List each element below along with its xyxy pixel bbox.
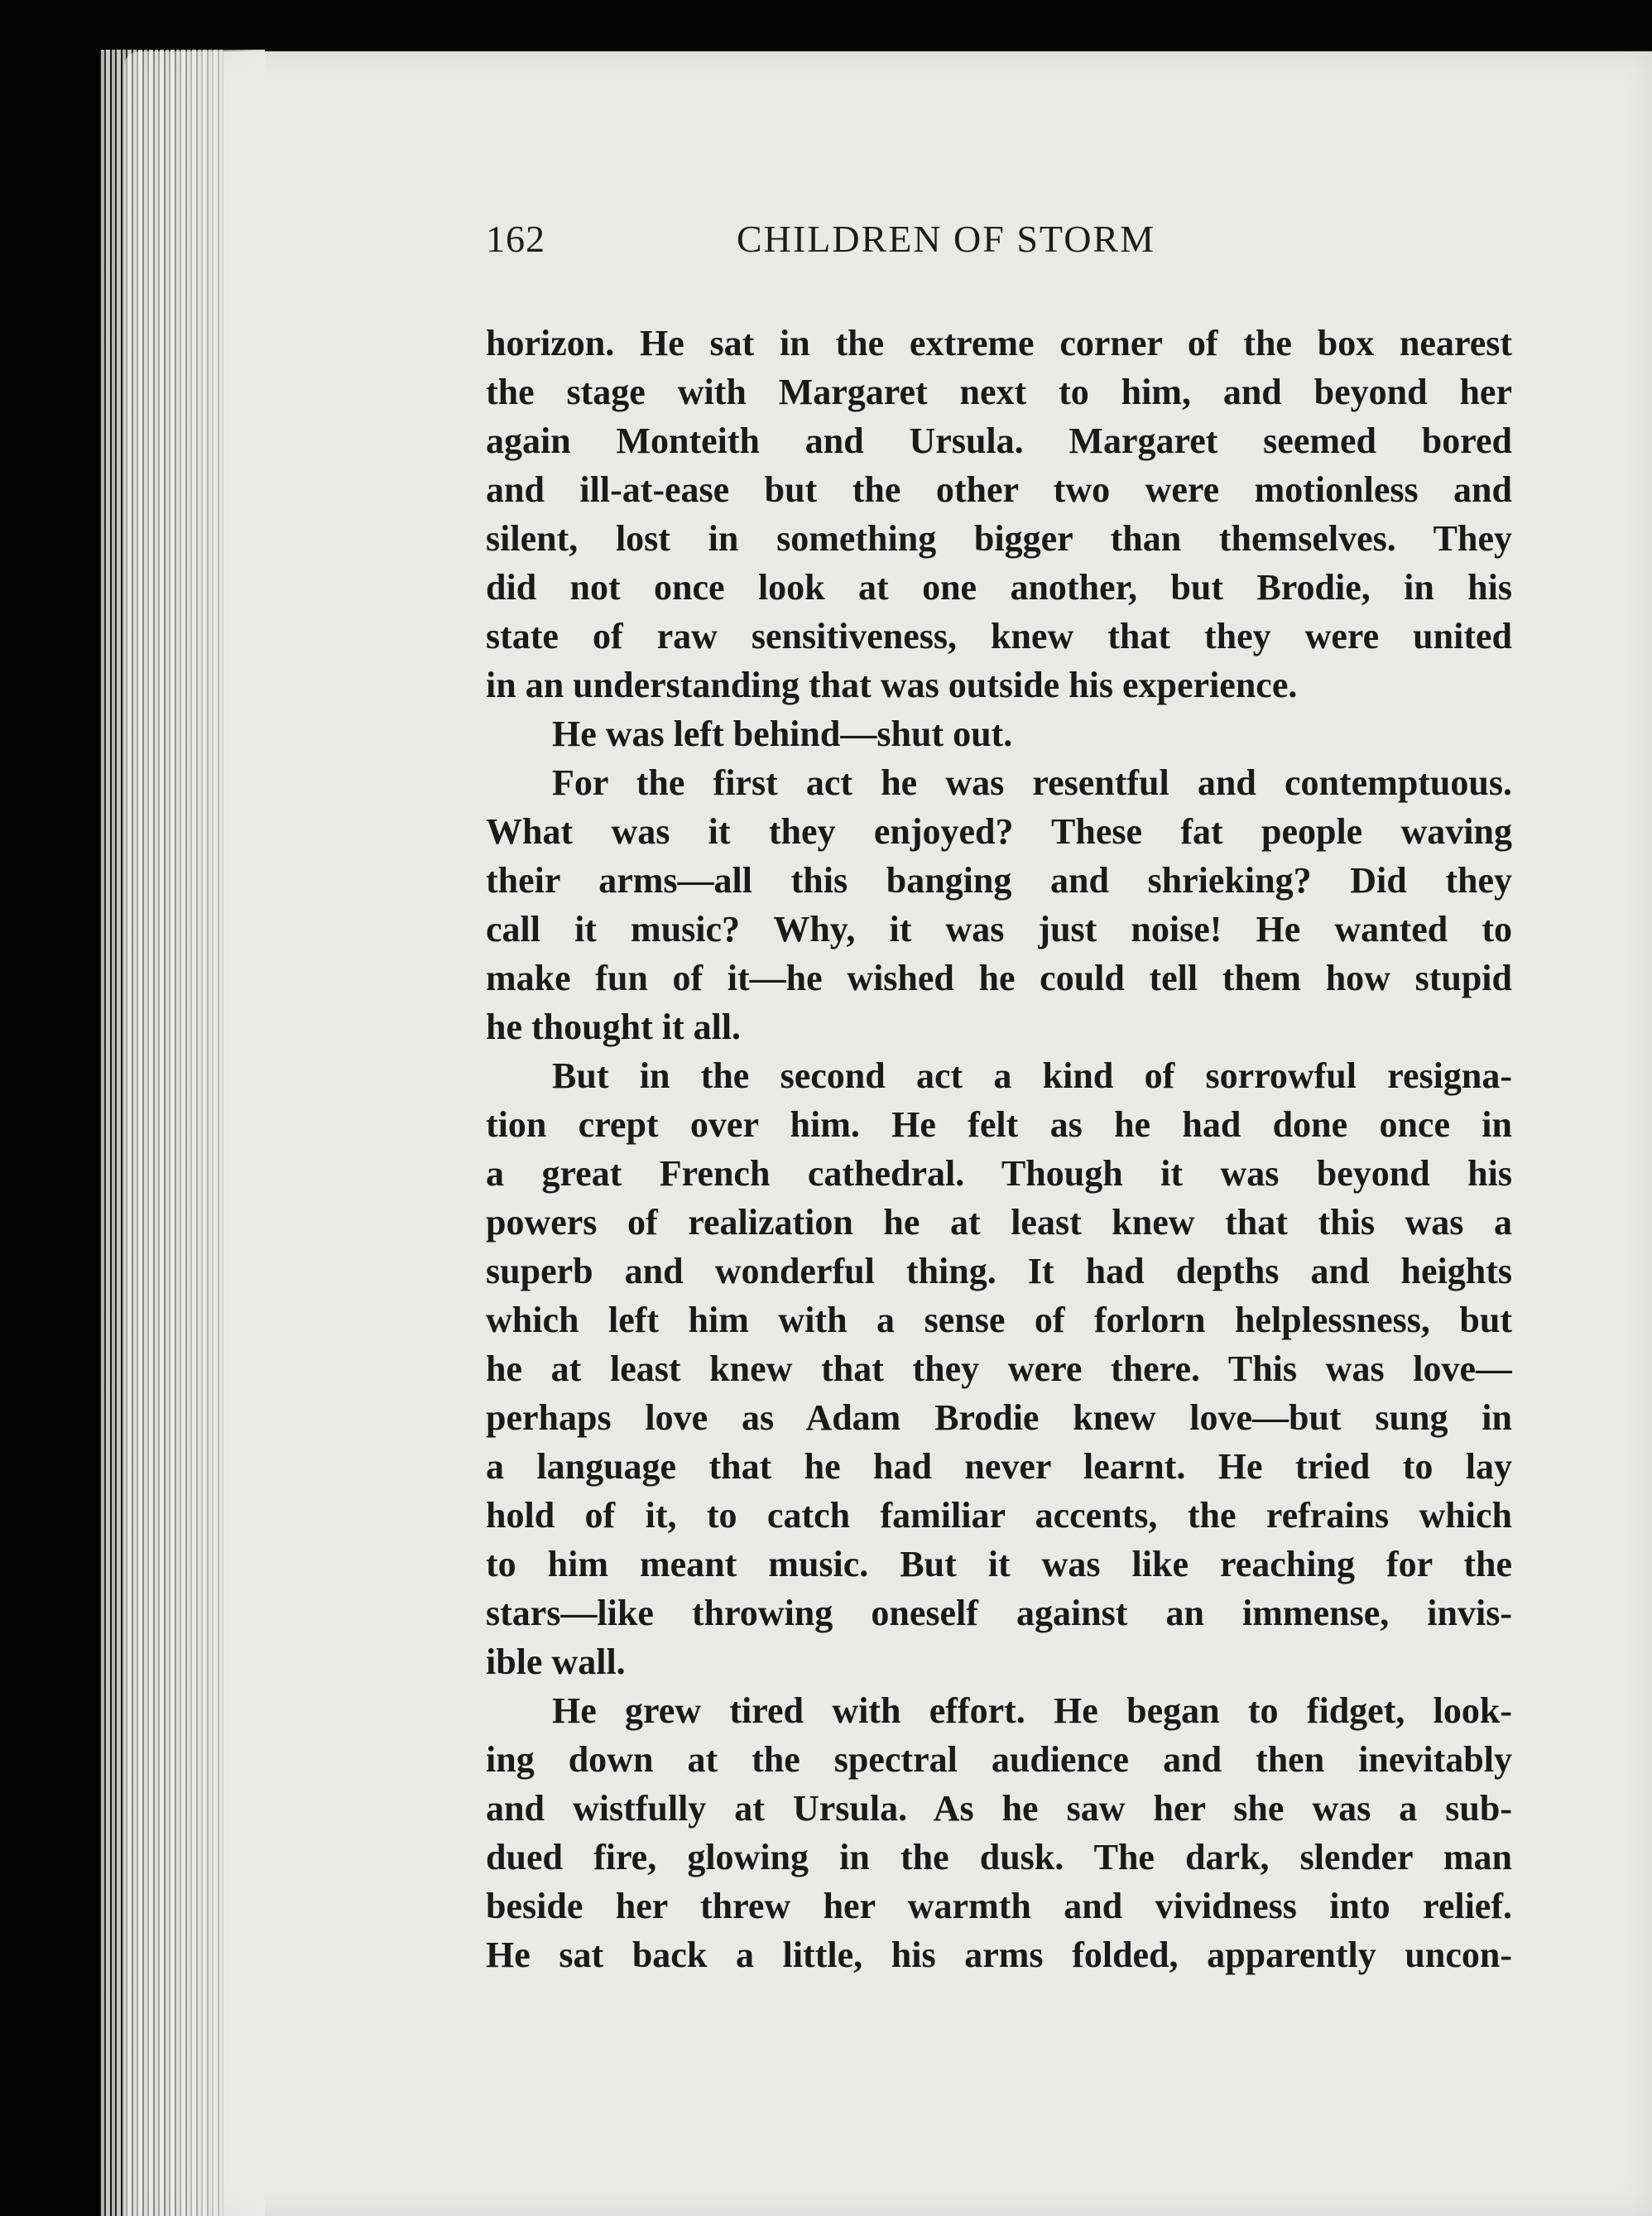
running-head bbox=[486, 217, 1512, 275]
text-line: But in the second act a kind of sorrowful resigna- bbox=[552, 1055, 1512, 1096]
page-number: 162 bbox=[486, 218, 545, 260]
body-text bbox=[486, 319, 1512, 1979]
text-line: call it music? Why, it was just noise! He wanted to bbox=[486, 909, 1512, 949]
text-line: state of raw sensitiveness, knew that they were united bbox=[486, 616, 1512, 656]
text-line: dued fire, glowing in the dusk. The dark, slender man bbox=[486, 1837, 1512, 1877]
text-line: a great French cathedral. Though it was beyond his bbox=[486, 1153, 1512, 1194]
text-line: What was it they enjoyed? These fat people waving bbox=[486, 811, 1512, 852]
text-line: ible wall. bbox=[486, 1642, 626, 1682]
text-line: superb and wonderful thing. It had depths and heights bbox=[486, 1251, 1512, 1291]
text-line: did not once look at one another, but Brodie, in his bbox=[486, 567, 1512, 608]
text-line: powers of realization he at least knew that this was a bbox=[486, 1202, 1512, 1243]
text-line: He was left behind—shut out. bbox=[552, 714, 1013, 754]
text-line: to him meant music. But it was like reaching for the bbox=[486, 1544, 1512, 1584]
text-line: a language that he had never learnt. He tried to lay bbox=[486, 1446, 1512, 1487]
text-line: ing down at the spectral audience and then inevitably bbox=[486, 1739, 1512, 1780]
text-line: He grew tired with effort. He began to fidget, look- bbox=[552, 1690, 1512, 1731]
text-line: silent, lost in something bigger than themselves. They bbox=[486, 518, 1512, 559]
text-line: perhaps love as Adam Brodie knew love—but sung in bbox=[486, 1397, 1512, 1438]
text-line: stars—like throwing oneself against an immense, invis- bbox=[486, 1593, 1512, 1633]
text-line: hold of it, to catch familiar accents, the refrains which bbox=[486, 1495, 1512, 1536]
page-edge-shading bbox=[166, 50, 265, 2216]
text-line: and ill-at-ease but the other two were motionless and bbox=[486, 469, 1512, 510]
text-line: and wistfully at Ursula. As he saw her she was a sub- bbox=[486, 1788, 1512, 1829]
text-line: beside her threw her warmth and vividness into relief. bbox=[486, 1886, 1512, 1926]
text-line: he at least knew that they were there. This was love— bbox=[486, 1348, 1512, 1389]
text-line: tion crept over him. He felt as he had done once in bbox=[486, 1104, 1512, 1145]
text-line: again Monteith and Ursula. Margaret seemed bored bbox=[486, 421, 1512, 461]
text-line: horizon. He sat in the extreme corner of the box nearest bbox=[486, 323, 1512, 363]
text-line: the stage with Margaret next to him, and beyond her bbox=[486, 372, 1512, 412]
text-line: He sat back a little, his arms folded, apparently uncon- bbox=[486, 1935, 1512, 1975]
text-line: For the first act he was resentful and contemptuous. bbox=[552, 762, 1512, 803]
running-title: CHILDREN OF STORM bbox=[737, 218, 1155, 260]
text-line: he thought it all. bbox=[486, 1007, 742, 1047]
text-line: make fun of it—he wished he could tell them how stupid bbox=[486, 958, 1512, 998]
text-line: which left him with a sense of forlorn helplessness, but bbox=[486, 1300, 1512, 1340]
text-line: their arms—all this banging and shrieking? Did they bbox=[486, 860, 1512, 901]
text-line: in an understanding that was outside his experience. bbox=[486, 665, 1298, 705]
